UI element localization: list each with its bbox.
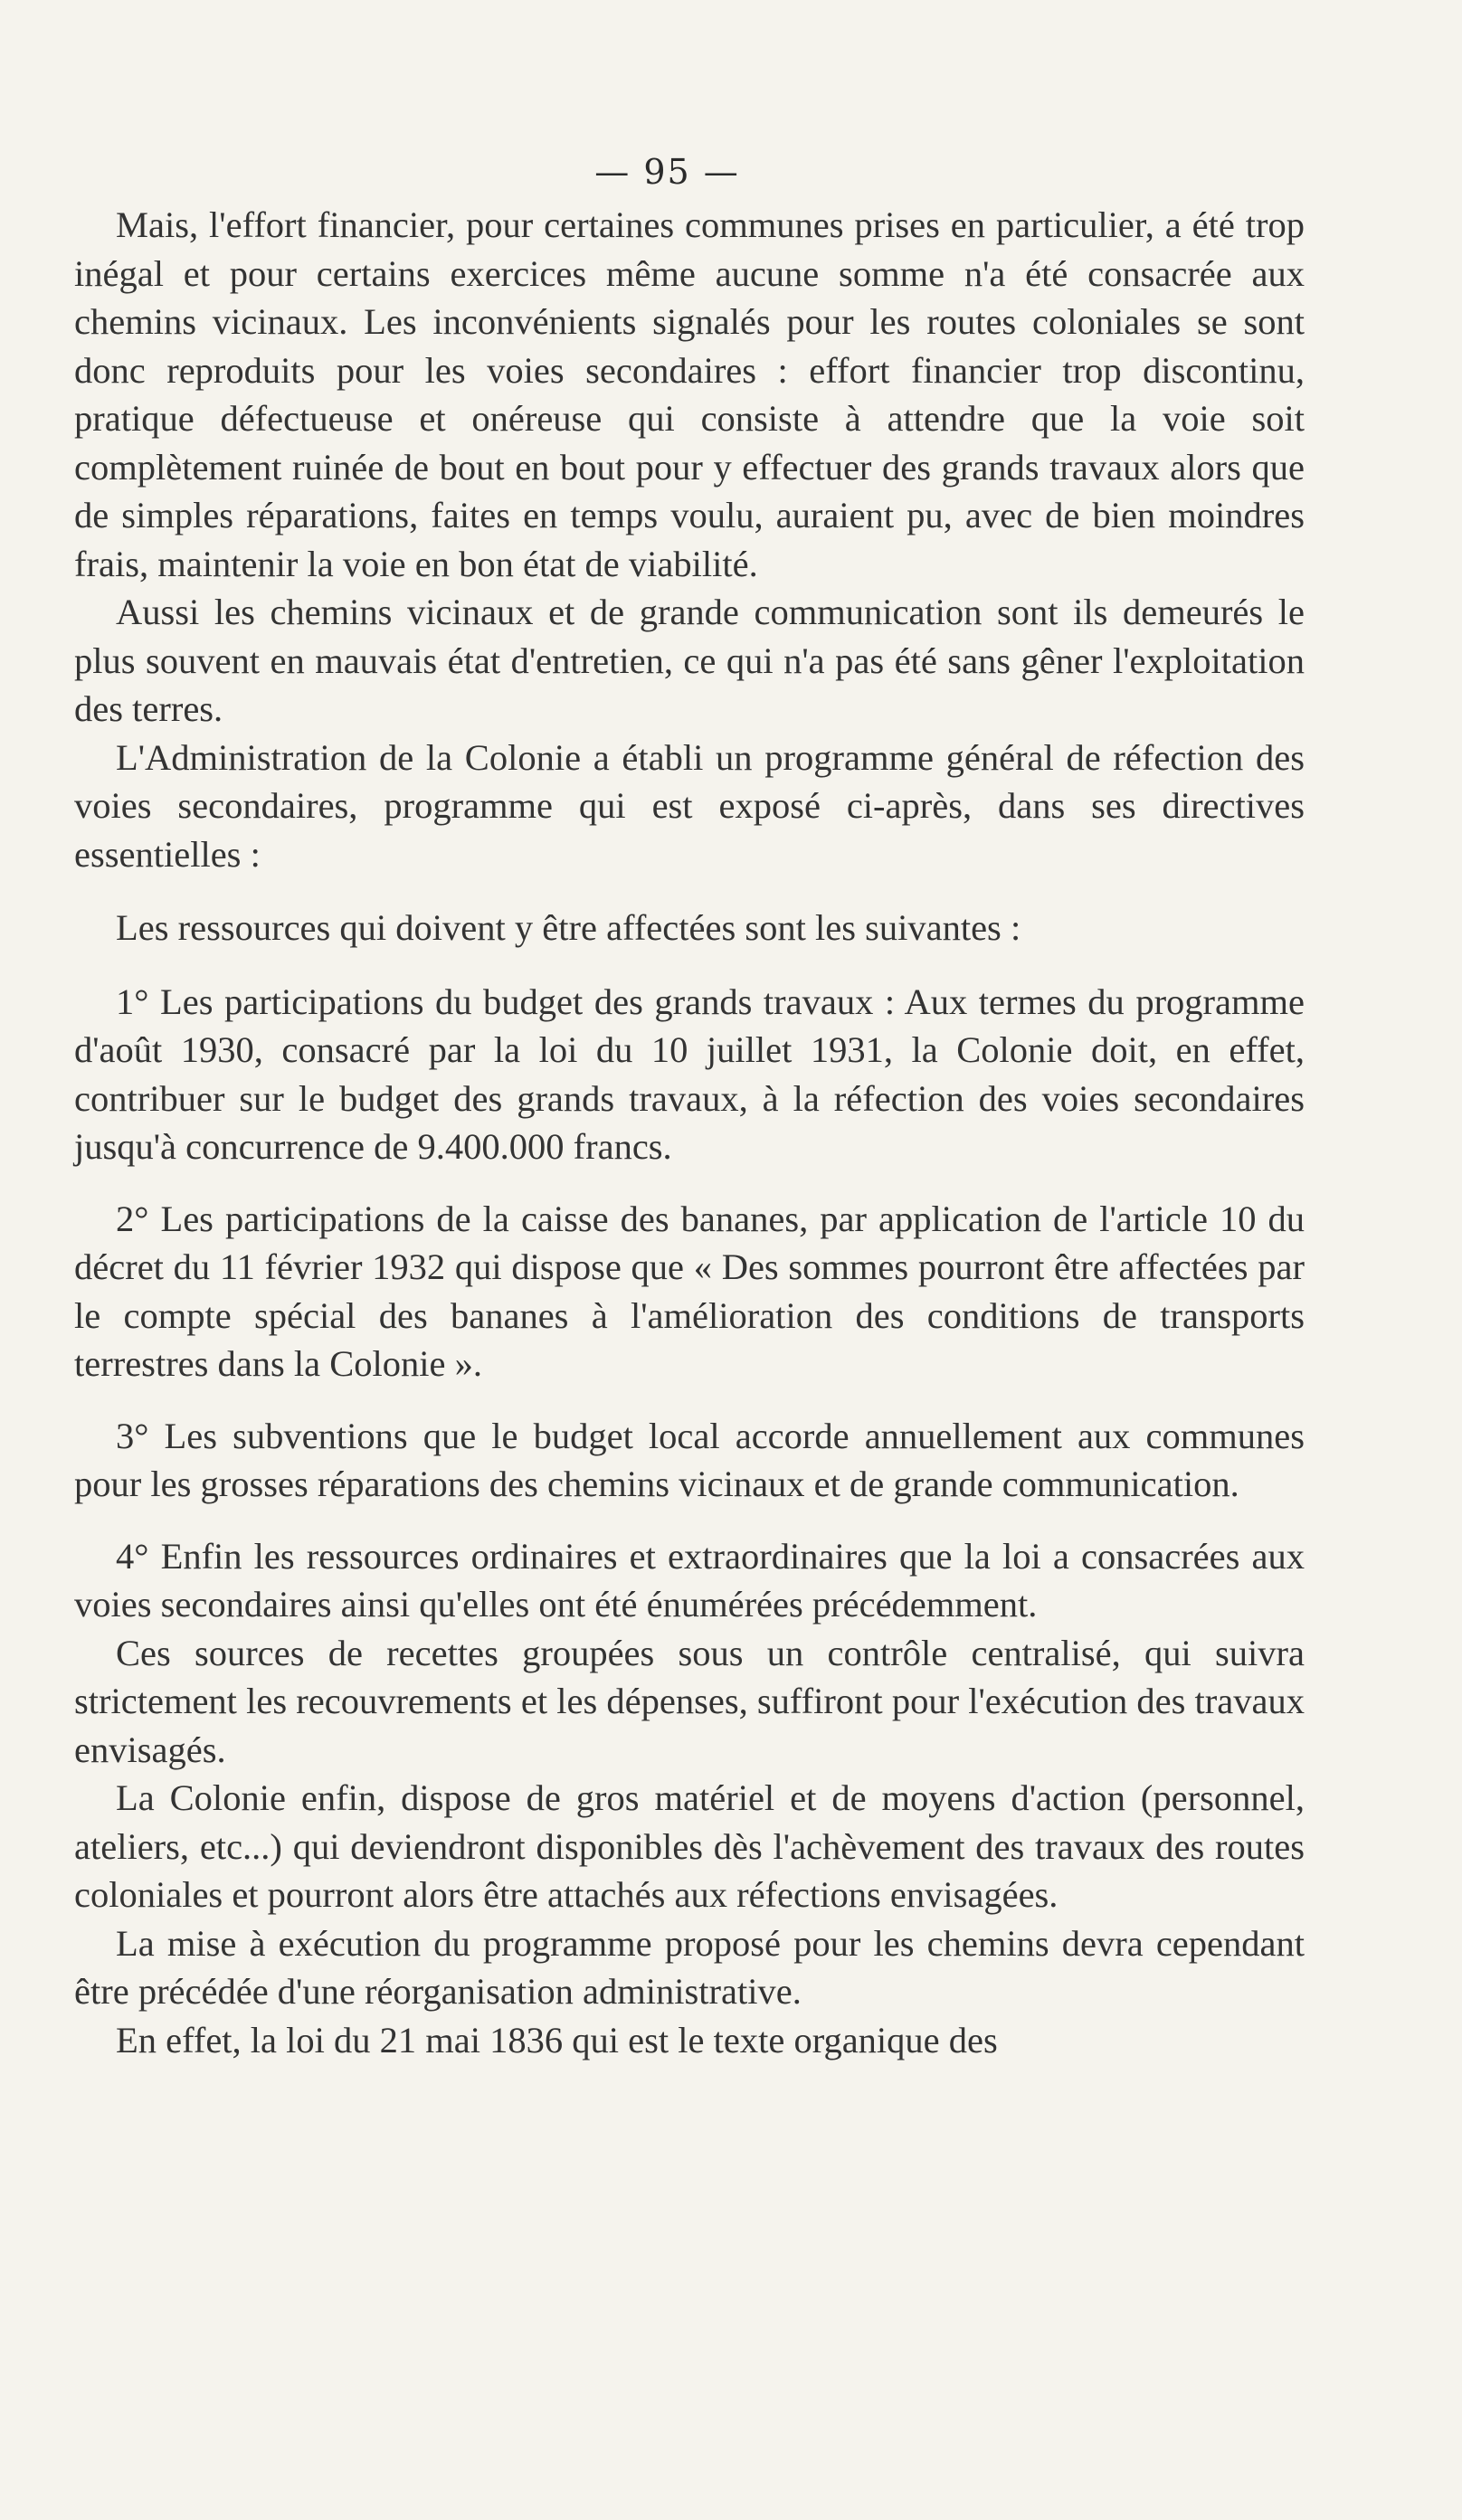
paragraph-item-3-subventions: 3° Les subventions que le budget local accorde annuellement aux communes pour les grosses réparations des chemins vicinaux et de grande communication.	[74, 1415, 1305, 1504]
paragraph-loi-1836: En effet, la loi du 21 mai 1836 qui est le texte organique des	[116, 2019, 998, 2061]
paragraph-effort-financier: Mais, l'effort financier, pour certaines communes prises en particulier, a été trop inégal et pour certains exercices même aucune somme n'a été consacrée aux chemins vicinaux. Les inconvénients signalés pour les routes coloniales se sont donc reproduits pour les voies secondaires : effort financier trop discontinu, pratique défectueuse et onéreuse qui consiste à attendre que la voie soit complètement ruinée de bout en bout pour y effectuer des grands travaux alors que de simples réparations, faites en temps voulu, auraient pu, avec de bien moindres frais, maintenir la voie en bon état de viabilité.	[74, 204, 1305, 584]
paragraph-item-1-grands-travaux: 1° Les participations du budget des grands travaux : Aux termes du programme d'août 1930, consacré par la loi du 10 juillet 1931, la Colonie doit, en effet, contribuer sur le budget des grands travaux, à la réfection des voies secondaires jusqu'à concurrence de 9.400.000 francs.	[74, 981, 1305, 1167]
paragraph-sources-recettes: Ces sources de recettes groupées sous un contrôle centralisé, qui suivra strictement les recouvrements et les dépenses, suffiront pour l'exécution des travaux envisagés.	[74, 1632, 1305, 1770]
paragraph-ressources-intro: Les ressources qui doivent y être affectées sont les suivantes :	[116, 907, 1021, 948]
paragraph-programme-general: L'Administration de la Colonie a établi un programme général de réfection des voies secondaires, programme qui est exposé ci-après, dans ses directives essentielles :	[74, 736, 1305, 875]
paragraph-chemins-etat: Aussi les chemins vicinaux et de grande communication sont ils demeurés le plus souvent en mauvais état d'entretien, ce qui n'a pas été sans gêner l'exploitation des terres.	[74, 592, 1305, 729]
document-body	[74, 201, 1305, 2064]
paragraph-item-4-ressources: 4° Enfin les ressources ordinaires et extraordinaires que la loi a consacrées aux voies secondaires ainsi qu'elles ont été énumérées précédemment.	[74, 1535, 1305, 1625]
paragraph-materiel-colonie: La Colonie enfin, dispose de gros matériel et de moyens d'action (personnel, ateliers, etc...) qui deviendront disponibles dès l'achèvement des travaux des routes coloniales et pourront alors être attachés aux réfections envisagées.	[74, 1777, 1305, 1915]
paragraph-item-2-caisse-bananes: 2° Les participations de la caisse des bananes, par application de l'article 10 du décret du 11 février 1932 qui dispose que « Des sommes pourront être affectées par le compte spécial des bananes à l'amélioration des conditions de transports terrestres dans la Colonie ».	[74, 1198, 1305, 1384]
paragraph-mise-execution: La mise à exécution du programme proposé pour les chemins devra cependant être précédée d'une réorganisation administrative.	[74, 1922, 1305, 2012]
page-number: — 95 —	[594, 152, 740, 192]
